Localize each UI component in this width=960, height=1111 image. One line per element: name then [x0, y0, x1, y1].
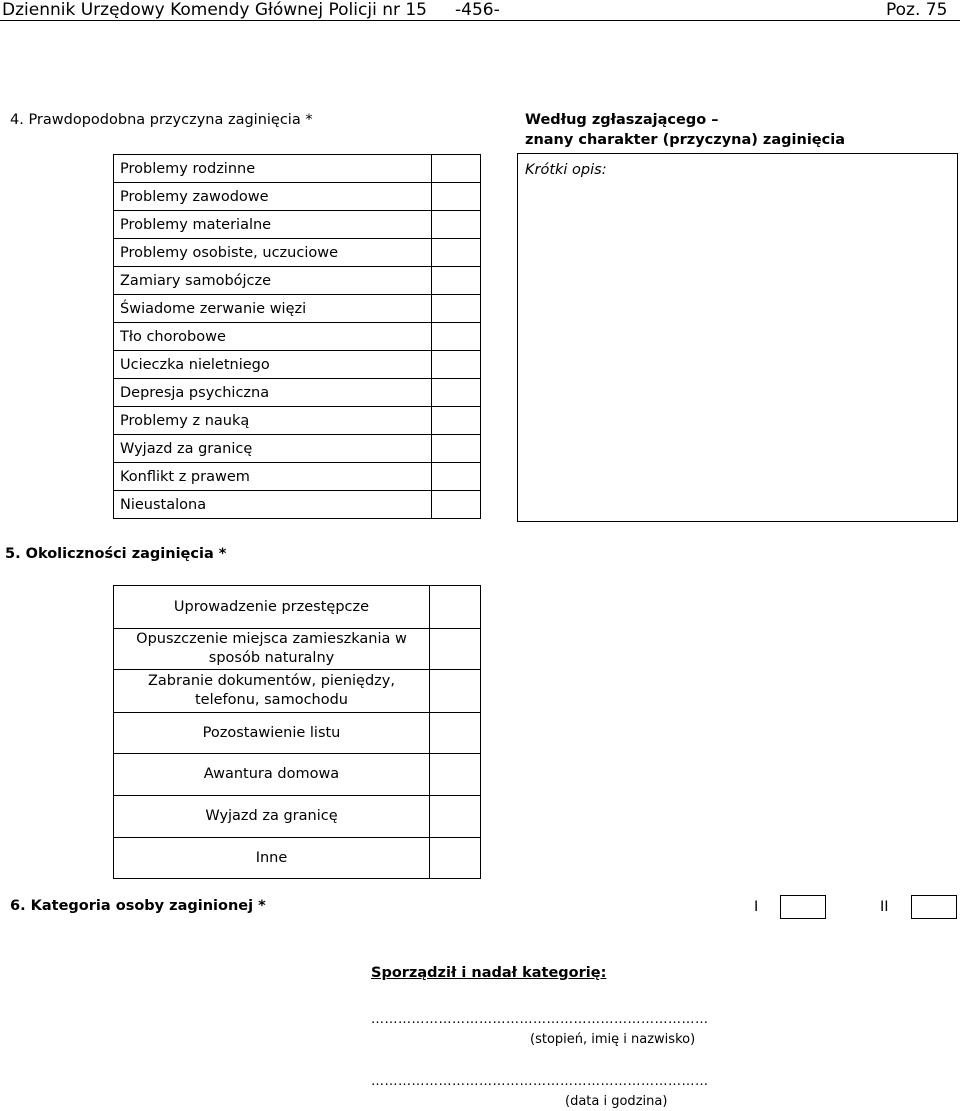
- circumstance-row: [114, 796, 481, 838]
- circumstance-checkbox[interactable]: [430, 670, 481, 713]
- reason-checkbox[interactable]: [432, 183, 481, 211]
- reason-checkbox[interactable]: [432, 463, 481, 491]
- reason-checkbox[interactable]: [432, 435, 481, 463]
- circumstance-label: Wyjazd za granicę: [114, 796, 430, 838]
- circumstance-checkbox[interactable]: [430, 754, 481, 796]
- reporter-title-line2: znany charakter (przyczyna) zaginięcia: [525, 132, 845, 148]
- circumstances-table: [113, 585, 481, 879]
- header-rule: [0, 20, 960, 21]
- category-1-checkbox[interactable]: [780, 895, 826, 919]
- category-2-label: II: [880, 899, 889, 915]
- circumstance-row: [114, 754, 481, 796]
- name-caption: (stopień, imię i nazwisko): [530, 1032, 696, 1047]
- reason-label: Świadome zerwanie więzi: [114, 295, 432, 323]
- name-dotted-line[interactable]: …………………………………………………………………: [371, 1012, 709, 1027]
- signature-title: Sporządził i nadał kategorię:: [371, 965, 607, 981]
- page-number: -456-: [455, 0, 500, 20]
- section-6-title: 6. Kategoria osoby zaginionej *: [10, 898, 266, 914]
- category-1-label: I: [754, 899, 759, 915]
- section-4-title: 4. Prawdopodobna przyczyna zaginięcia *: [10, 112, 313, 128]
- reason-row: [114, 211, 481, 239]
- reason-checkbox[interactable]: [432, 211, 481, 239]
- reason-row: [114, 407, 481, 435]
- reason-row: [114, 239, 481, 267]
- description-box[interactable]: [517, 153, 958, 522]
- date-dotted-line[interactable]: …………………………………………………………………: [371, 1074, 709, 1089]
- reason-label: Depresja psychiczna: [114, 379, 432, 407]
- reason-checkbox[interactable]: [432, 491, 481, 519]
- reason-label: Problemy osobiste, uczuciowe: [114, 239, 432, 267]
- reason-checkbox[interactable]: [432, 351, 481, 379]
- circumstance-label: Pozostawienie listu: [114, 713, 430, 754]
- circumstance-label: Inne: [114, 838, 430, 879]
- page-header: [0, 0, 960, 20]
- circumstance-checkbox[interactable]: [430, 838, 481, 879]
- circumstance-label: Zabranie dokumentów, pieniędzy, telefonu, samochodu: [114, 670, 430, 713]
- reason-row: [114, 351, 481, 379]
- section-5-title: 5. Okoliczności zaginięcia *: [5, 546, 227, 562]
- reason-label: Tło chorobowe: [114, 323, 432, 351]
- reason-row: [114, 379, 481, 407]
- reason-row: [114, 267, 481, 295]
- reason-label: Konflikt z prawem: [114, 463, 432, 491]
- circumstance-checkbox[interactable]: [430, 629, 481, 670]
- reason-row: [114, 463, 481, 491]
- circumstance-checkbox[interactable]: [430, 713, 481, 754]
- circumstance-row: [114, 670, 481, 713]
- reason-row: [114, 155, 481, 183]
- reason-checkbox[interactable]: [432, 379, 481, 407]
- reason-row: [114, 295, 481, 323]
- circumstance-checkbox[interactable]: [430, 586, 481, 629]
- reasons-table: [113, 154, 481, 519]
- reason-label: Problemy z nauką: [114, 407, 432, 435]
- reason-label: Ucieczka nieletniego: [114, 351, 432, 379]
- circumstance-label: Awantura domowa: [114, 754, 430, 796]
- reason-label: Problemy materialne: [114, 211, 432, 239]
- journal-title: Dziennik Urzędowy Komendy Głównej Policji nr 15: [2, 0, 427, 20]
- date-caption: (data i godzina): [565, 1094, 668, 1109]
- reason-checkbox[interactable]: [432, 155, 481, 183]
- category-2-checkbox[interactable]: [911, 895, 957, 919]
- reason-label: Problemy zawodowe: [114, 183, 432, 211]
- circumstance-label: Opuszczenie miejsca zamieszkania w sposób naturalny: [114, 629, 430, 670]
- reason-checkbox[interactable]: [432, 267, 481, 295]
- reason-checkbox[interactable]: [432, 295, 481, 323]
- position-number: Poz. 75: [886, 0, 948, 20]
- description-label: Krótki opis:: [525, 162, 607, 178]
- reason-row: [114, 323, 481, 351]
- reason-label: Nieustalona: [114, 491, 432, 519]
- circumstance-row: [114, 629, 481, 670]
- reason-row: [114, 491, 481, 519]
- reason-checkbox[interactable]: [432, 407, 481, 435]
- circumstance-row: [114, 713, 481, 754]
- reason-checkbox[interactable]: [432, 323, 481, 351]
- circumstance-checkbox[interactable]: [430, 796, 481, 838]
- reason-row: [114, 435, 481, 463]
- circumstance-row: [114, 838, 481, 879]
- reason-checkbox[interactable]: [432, 239, 481, 267]
- reason-label: Wyjazd za granicę: [114, 435, 432, 463]
- reason-row: [114, 183, 481, 211]
- circumstance-label: Uprowadzenie przestępcze: [114, 586, 430, 629]
- reason-label: Problemy rodzinne: [114, 155, 432, 183]
- circumstance-row: [114, 586, 481, 629]
- reporter-title-line1: Według zgłaszającego –: [525, 112, 719, 128]
- reason-label: Zamiary samobójcze: [114, 267, 432, 295]
